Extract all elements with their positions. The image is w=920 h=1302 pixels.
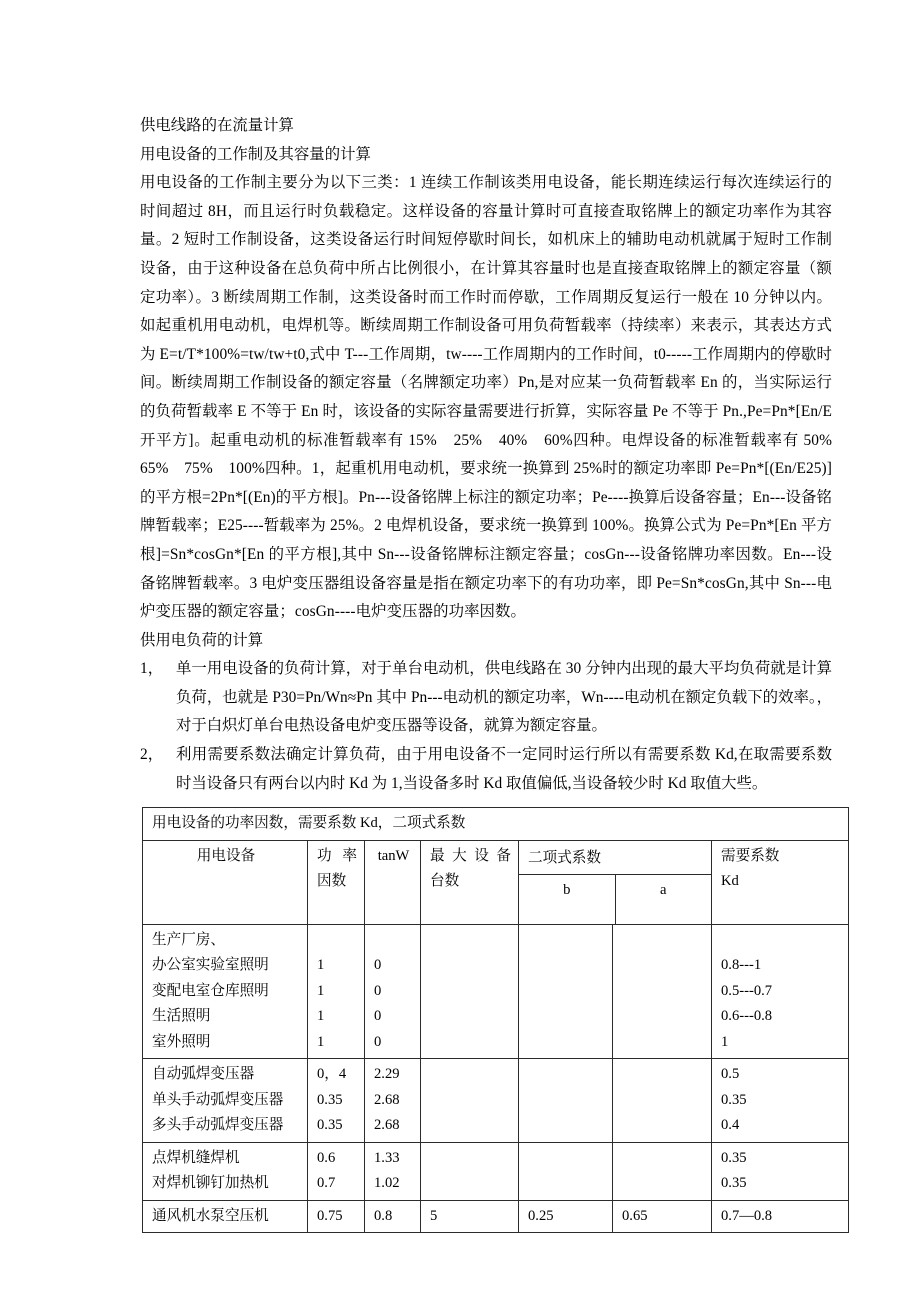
header-tanw-label: tanW bbox=[377, 847, 410, 864]
cell-line: 自动弧焊变压器 bbox=[152, 1066, 255, 1083]
cell-kd bbox=[712, 1200, 849, 1233]
cell-line bbox=[430, 1113, 511, 1139]
cell-power-factor bbox=[308, 1059, 365, 1143]
cell-line: 0.6 bbox=[317, 1149, 336, 1166]
cell-power-factor bbox=[308, 924, 365, 1059]
cell-line bbox=[374, 928, 413, 954]
header-device bbox=[143, 840, 308, 924]
cell-binomial-a bbox=[613, 1059, 712, 1143]
cell-line: 0.35 bbox=[721, 1091, 747, 1108]
header-tanw bbox=[365, 840, 421, 924]
cell-line: 0.7—0.8 bbox=[721, 1207, 773, 1224]
table-row bbox=[143, 924, 849, 1059]
cell-tanw bbox=[365, 1200, 421, 1233]
cell-line: 0.25 bbox=[528, 1207, 554, 1224]
cell-line: 0.8---1 bbox=[721, 957, 762, 974]
cell-line bbox=[622, 979, 704, 1005]
cell-line: 生产厂房、 bbox=[152, 931, 225, 948]
cell-line: 0.7 bbox=[317, 1175, 336, 1192]
cell-line bbox=[622, 1146, 704, 1172]
heading-duty-type-capacity: 用电设备的工作制及其容量的计算 bbox=[140, 145, 371, 163]
heading-supply-line-calculation: 供电线路的在流量计算 bbox=[140, 117, 294, 134]
cell-max-units bbox=[421, 924, 519, 1059]
cell-line: 办公室实验室照明 bbox=[152, 957, 269, 974]
cell-line: 多头手动弧焊变压器 bbox=[152, 1117, 284, 1134]
header-power-factor-line2: 因数 bbox=[317, 873, 347, 890]
cell-line bbox=[622, 1113, 704, 1139]
cell-line: 变配电室仓库照明 bbox=[152, 982, 269, 999]
cell-binomial-b bbox=[519, 1200, 613, 1233]
cell-line: 0.65 bbox=[622, 1207, 648, 1224]
header-kd-line1: 需要系数 bbox=[721, 847, 780, 864]
cell-line bbox=[622, 1062, 704, 1088]
cell-power-factor bbox=[308, 1142, 365, 1200]
header-max-units-line2: 台数 bbox=[430, 873, 460, 890]
cell-line: 0.35 bbox=[721, 1149, 747, 1166]
coefficient-table bbox=[142, 807, 849, 1233]
cell-line bbox=[721, 928, 841, 954]
cell-line: 2.29 bbox=[374, 1066, 400, 1083]
cell-line bbox=[528, 928, 605, 954]
cell-line: 0.8 bbox=[374, 1207, 393, 1224]
cell-line: 点焊机缝焊机 bbox=[152, 1149, 240, 1166]
cell-line bbox=[622, 1030, 704, 1056]
cell-line bbox=[528, 1062, 605, 1088]
cell-line bbox=[430, 1004, 511, 1030]
header-power-factor-line1: 功率 bbox=[317, 847, 357, 864]
cell-line bbox=[430, 1030, 511, 1056]
cell-line: 0 bbox=[374, 1008, 382, 1025]
cell-line: 0，4 bbox=[317, 1066, 347, 1083]
header-power-factor bbox=[308, 840, 365, 924]
cell-line bbox=[430, 1062, 511, 1088]
cell-max-units bbox=[421, 1200, 519, 1233]
header-spacer bbox=[152, 869, 300, 895]
cell-tanw bbox=[365, 1142, 421, 1200]
cell-line bbox=[622, 1088, 704, 1114]
cell-line: 0.35 bbox=[721, 1175, 747, 1192]
cell-line bbox=[528, 1113, 605, 1139]
cell-line: 2.68 bbox=[374, 1117, 400, 1134]
list-item-number: 2， bbox=[140, 746, 164, 764]
list-item-number: 1， bbox=[140, 660, 164, 678]
cell-line: 1.02 bbox=[374, 1175, 400, 1192]
cell-binomial-a bbox=[613, 1200, 712, 1233]
table-title: 用电设备的功率因数，需要系数 Kd，二项式系数 bbox=[143, 808, 849, 841]
cell-line bbox=[622, 928, 704, 954]
header-max-units-line1: 最大设备 bbox=[430, 847, 511, 864]
cell-binomial-b bbox=[519, 1142, 613, 1200]
header-device-label: 用电设备 bbox=[196, 847, 256, 864]
table-row bbox=[143, 1059, 849, 1143]
binomial-title-row bbox=[519, 841, 711, 875]
cell-device-group bbox=[143, 924, 308, 1059]
cell-line bbox=[430, 1146, 511, 1172]
cell-line: 1.33 bbox=[374, 1149, 400, 1166]
cell-line: 0.4 bbox=[721, 1117, 740, 1134]
cell-line bbox=[430, 1088, 511, 1114]
cell-line: 通风机水泵空压机 bbox=[152, 1207, 269, 1224]
cell-device-group bbox=[143, 1059, 308, 1143]
cell-line bbox=[528, 979, 605, 1005]
header-binomial-group bbox=[519, 840, 712, 924]
cell-line bbox=[622, 1004, 704, 1030]
list-item-text: 利用需要系数法确定计算负荷，由于用电设备不一定同时运行所以有需要系数 Kd,在取需要系数时当设备只有两台以内时 Kd 为 1,当设备多时 Kd 取值偏低,当设备较少时 Kd 取值大些。 bbox=[176, 746, 832, 792]
cell-binomial-b bbox=[519, 924, 613, 1059]
cell-line bbox=[528, 1171, 605, 1197]
header-spacer bbox=[152, 895, 300, 921]
cell-line: 1 bbox=[317, 982, 325, 999]
cell-line bbox=[622, 1171, 704, 1197]
cell-line: 0.35 bbox=[317, 1117, 343, 1134]
cell-line: 1 bbox=[317, 1008, 325, 1025]
cell-tanw bbox=[365, 924, 421, 1059]
cell-line: 1 bbox=[317, 957, 325, 974]
cell-device-group bbox=[143, 1200, 308, 1233]
cell-power-factor bbox=[308, 1200, 365, 1233]
table-header-row bbox=[143, 840, 849, 924]
cell-line: 0.6---0.8 bbox=[721, 1008, 773, 1025]
binomial-subgrid bbox=[519, 841, 711, 924]
header-binomial-a: a bbox=[660, 881, 667, 898]
cell-binomial-a bbox=[613, 1142, 712, 1200]
cell-line bbox=[622, 953, 704, 979]
cell-line: 0 bbox=[374, 982, 382, 999]
table-title-row bbox=[143, 808, 849, 841]
cell-tanw bbox=[365, 1059, 421, 1143]
cell-binomial-b bbox=[519, 1059, 613, 1143]
cell-device-group bbox=[143, 1142, 308, 1200]
cell-line bbox=[430, 953, 511, 979]
cell-line: 单头手动弧焊变压器 bbox=[152, 1091, 284, 1108]
heading-load-calculation: 供用电负荷的计算 bbox=[140, 631, 264, 649]
cell-kd bbox=[712, 924, 849, 1059]
cell-line bbox=[528, 1088, 605, 1114]
binomial-subheader-row bbox=[519, 874, 711, 924]
cell-line bbox=[317, 928, 357, 954]
table-row bbox=[143, 1142, 849, 1200]
cell-max-units bbox=[421, 1059, 519, 1143]
cell-line: 2.68 bbox=[374, 1091, 400, 1108]
cell-line: 1 bbox=[721, 1033, 729, 1050]
cell-line: 0.75 bbox=[317, 1207, 343, 1224]
paragraph-duty-types: 用电设备的工作制主要分为以下三类：1 连续工作制该类用电设备，能长期连续运行每次连续运行的时间超过 8H，而且运行时负载稳定。这样设备的容量计算时可直接查取铭牌上的额定功率作为其容量。2 短时工作制设备，这类设备运行时间短停歇时间长，如机床上的辅助电动机就属于短时工作制设备，由于这种设备在总负荷中所占比例很小，在计算其容量时也是直接查取铭牌上的额定容量（额定功率）。3 断续周期工作制，这类设备时而工作时而停歇，工作周期反复运行一般在 10 分钟以内。如起重机用电动机，电焊机等。断续周期工作制设备可用负荷暂载率（持续率）来表示，其表达方式为 E=t/T*100%=tw/tw+t0,式中 T---工作周期，tw----工作周期内的工作时间，t0-----工作周期内的停歇时间。断续周期工作制设备的额定容量（名牌额定功率）Pn,是对应某一负荷暂载率 En 的，当实际运行的负荷暂载率 E 不等于 En 时，该设备的实际容量需要进行折算，实际容量 Pe 不等于 Pn.,Pe=Pn*[En/E 开平方]。起重电动机的标准暂载率有 15% 25% 40% 60%四种。电焊设备的标准暂载率有 50% 65% 75% 100%四种。1，起重机用电动机，要求统一换算到 25%时的额定功率即 Pe=Pn*[(En/E25)]的平方根=2Pn*[(En)的平方根]。Pn---设备铭牌上标注的额定功率；Pe----换算后设备容量；En---设备铭牌暂载率；E25----暂载率为 25%。2 电焊机设备，要求统一换算到 100%。换算公式为 Pe=Pn*[En 平方根]=Sn*cosGn*[En 的平方根],其中 Sn---设备铭牌标注额定容量；cosGn---设备铭牌功率因数。En---设备铭牌暂载率。3 电炉变压器组设备容量是指在额定功率下的有功功率，即 Pe=Sn*cosGn,其中 Sn---电炉变压器的额定容量；cosGn----电炉变压器的功率因数。 bbox=[140, 174, 848, 621]
cell-line bbox=[528, 1004, 605, 1030]
cell-binomial-a bbox=[613, 924, 712, 1059]
cell-line bbox=[430, 979, 511, 1005]
cell-line: 生活照明 bbox=[152, 1008, 211, 1025]
cell-line: 0.5 bbox=[721, 1066, 740, 1083]
cell-line: 0 bbox=[374, 957, 382, 974]
cell-line: 0.5---0.7 bbox=[721, 982, 773, 999]
cell-line: 1 bbox=[317, 1033, 325, 1050]
cell-line: 0.35 bbox=[317, 1091, 343, 1108]
header-binomial-b: b bbox=[519, 874, 615, 924]
header-max-units bbox=[421, 840, 519, 924]
cell-kd bbox=[712, 1059, 849, 1143]
header-kd bbox=[712, 840, 849, 924]
document-body bbox=[140, 112, 848, 1233]
cell-line: 0 bbox=[374, 1033, 382, 1050]
cell-line bbox=[528, 1146, 605, 1172]
header-binomial: 二项式系数 bbox=[519, 841, 711, 875]
list-item bbox=[140, 655, 832, 741]
cell-line bbox=[430, 928, 511, 954]
cell-line: 5 bbox=[430, 1207, 438, 1224]
cell-kd bbox=[712, 1142, 849, 1200]
cell-line bbox=[430, 1171, 511, 1197]
header-kd-line2: Kd bbox=[721, 873, 739, 890]
cell-line bbox=[528, 953, 605, 979]
list-item-text: 单一用电设备的负荷计算，对于单台电动机，供电线路在 30 分钟内出现的最大平均负荷就是计算负荷，也就是 P30=Pn/Wn≈Pn 其中 Pn---电动机的额定功率，Wn----电动机在额定负载下的效率。，对于白炽灯单台电热设备电炉变压器等设备，就算为额定容量。 bbox=[176, 660, 832, 735]
table-row bbox=[143, 1200, 849, 1233]
list-item bbox=[140, 741, 832, 798]
cell-line: 室外照明 bbox=[152, 1033, 211, 1050]
cell-max-units bbox=[421, 1142, 519, 1200]
cell-line bbox=[528, 1030, 605, 1056]
cell-line: 对焊机铆钉加热机 bbox=[152, 1175, 269, 1192]
